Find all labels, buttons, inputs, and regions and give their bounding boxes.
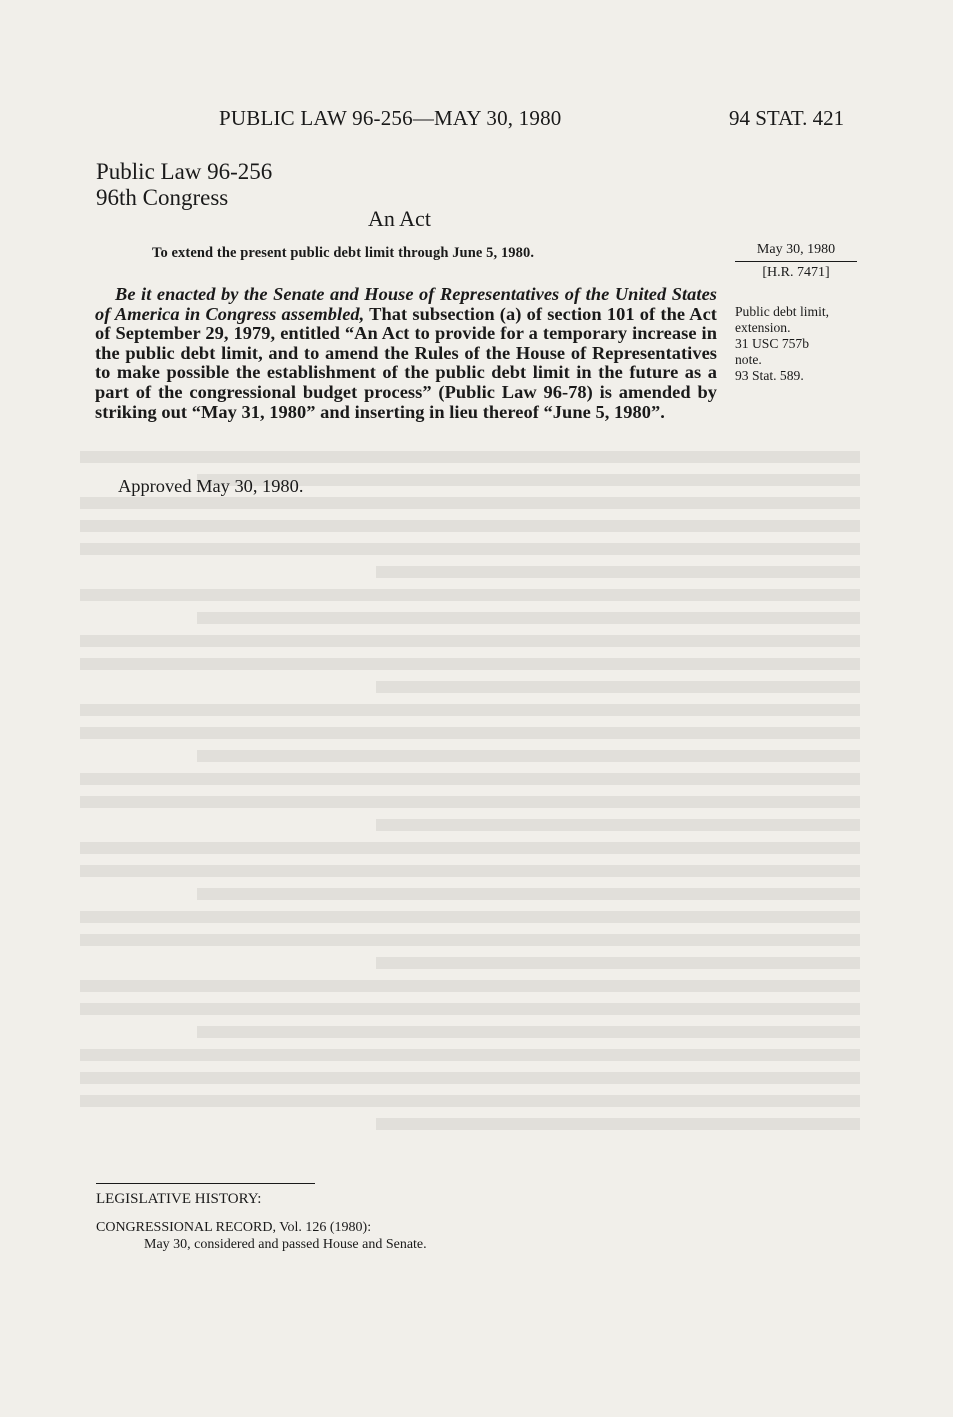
margin-note: note. — [735, 352, 762, 367]
margin-enactment-date — [735, 241, 857, 281]
running-head: PUBLIC LAW 96-256—MAY 30, 1980 — [219, 106, 562, 130]
public-law-number: Public Law 96-256 — [96, 159, 273, 184]
margin-note: 31 USC 757b — [735, 336, 810, 351]
margin-divider — [735, 261, 857, 262]
approval-line: Approved May 30, 1980. — [118, 476, 304, 496]
margin-notes — [735, 304, 860, 384]
act-heading: An Act — [368, 206, 431, 231]
margin-note: Public debt limit, — [735, 304, 830, 319]
legislative-history-title: LEGISLATIVE HISTORY: — [96, 1191, 262, 1207]
margin-date: May 30, 1980 — [756, 242, 836, 257]
act-purpose: To extend the present public debt limit through June 5, 1980. — [152, 245, 535, 261]
act-text: That subsection (a) of section 101 of the Act of September 29, 1979, entitled “An Act to provide for a temporary increase in the public debt limit, and to amend the Rules of the House of Representatives to make possible the establishment of the public debt limit in the future as a part of the congressional budget process” (Public Law 96-78) is amended by striking out “May 31, 1980” and inserting in lieu thereof “June 5, 1980”. — [95, 303, 717, 422]
margin-note: 93 Stat. 589. — [735, 368, 804, 383]
margin-bill-number: [H.R. 7471] — [762, 265, 830, 280]
legislative-history-divider — [96, 1183, 315, 1184]
congressional-action: May 30, considered and passed House and Senate. — [144, 1237, 427, 1252]
act-body — [95, 285, 717, 422]
congress-number: 96th Congress — [96, 185, 229, 210]
enacting-clause: Be it enacted by the Senate and House of Representatives of the United States of America in Congress assembled, — [95, 284, 717, 324]
reverse-side-bleed-through — [80, 440, 860, 1200]
margin-note: extension. — [735, 320, 791, 335]
statute-page-number: 94 STAT. 421 — [729, 106, 845, 130]
congressional-record: CONGRESSIONAL RECORD, Vol. 126 (1980): — [96, 1220, 372, 1235]
